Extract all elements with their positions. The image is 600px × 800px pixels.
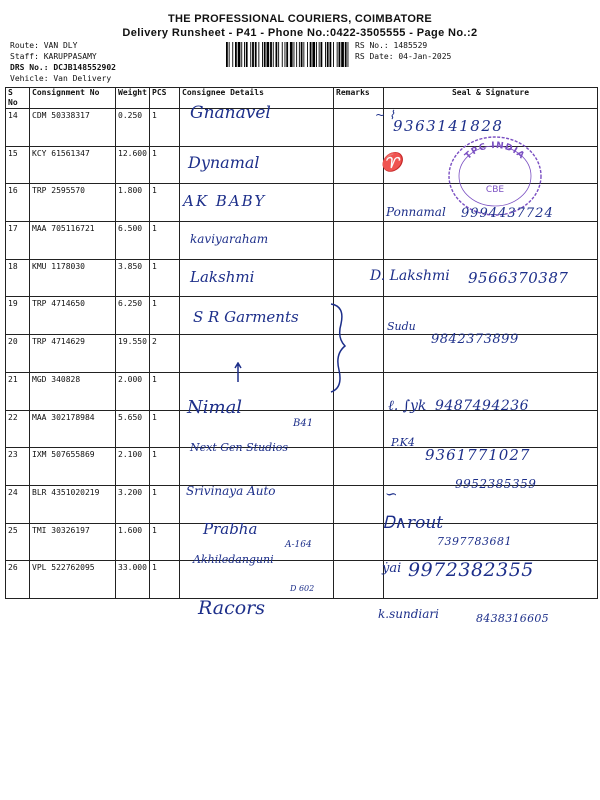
barcode-bar (341, 42, 344, 67)
barcode-bar (262, 42, 263, 67)
col-consignee: Consignee Details (180, 88, 334, 109)
signature-scribble: P.K4 (391, 436, 415, 449)
barcode-bar (258, 42, 259, 67)
cell-consignment: MGD 340828 (30, 372, 116, 410)
barcode-bar (235, 42, 237, 67)
phone-r24: 7397783681 (437, 535, 512, 548)
cell-sno: 22 (6, 410, 30, 448)
cell-pcs: 1 (150, 184, 180, 222)
barcode (226, 42, 350, 67)
cell-remarks (334, 146, 384, 184)
signature-scribble: ẏai (382, 561, 402, 576)
cell-weight: 6.500 (116, 222, 150, 260)
col-pcs: PCS (150, 88, 180, 109)
cell-sno: 26 (6, 561, 30, 599)
note-r25: D 602 (290, 584, 315, 593)
signature-r15-name: Dynamal (188, 153, 260, 172)
cell-remarks (334, 410, 384, 448)
cell-consignment: TRP 4714650 (30, 297, 116, 335)
cell-sno: 25 (6, 523, 30, 561)
cell-remarks (334, 523, 384, 561)
cell-consignment: KMU 1178030 (30, 259, 116, 297)
barcode-bar (290, 42, 293, 67)
cell-pcs: 1 (150, 222, 180, 260)
cell-consignment: IXM 507655869 (30, 448, 116, 486)
barcode-bar (246, 42, 248, 67)
cell-seal-signature (384, 222, 598, 260)
barcode-bar (310, 42, 312, 67)
svg-text:TPC INDIA (463, 141, 526, 162)
cell-sno: 17 (6, 222, 30, 260)
col-weight: Weight (116, 88, 150, 109)
barcode-bar (333, 42, 334, 67)
cell-weight: 0.250 (116, 109, 150, 147)
barcode-bar (319, 42, 320, 67)
cell-sno: 20 (6, 335, 30, 373)
barcode-bar (285, 42, 286, 67)
cell-weight: 19.550 (116, 335, 150, 373)
signature-r23-name: Srivinaya Auto (186, 484, 276, 498)
signature-r16-sig: Ponnamal (386, 205, 446, 219)
barcode-bar (337, 42, 338, 67)
phone-r14: 9363141828 (393, 117, 504, 135)
barcode-bar (312, 42, 315, 67)
cell-consignment: TRP 2595570 (30, 184, 116, 222)
signature-r21-name: Nimal (187, 397, 243, 418)
cell-pcs: 1 (150, 485, 180, 523)
table-header-row (6, 88, 598, 109)
barcode-bar (270, 42, 272, 67)
signature-r16-name: AK BABY (183, 192, 267, 210)
cell-seal-signature (384, 410, 598, 448)
cell-pcs: 1 (150, 297, 180, 335)
col-sno: S No (6, 88, 30, 109)
signature-scribble: ∽ (385, 485, 398, 503)
signature-r17-name: kaviyaraham (190, 232, 269, 246)
cell-sno: 15 (6, 146, 30, 184)
company-title: THE PROFESSIONAL COURIERS, COIMBATORE (167, 13, 433, 25)
barcode-bar (273, 42, 274, 67)
table-row (6, 222, 598, 260)
barcode-bar (286, 42, 288, 67)
cell-remarks (334, 485, 384, 523)
cell-sno: 14 (6, 109, 30, 147)
barcode-bar (226, 42, 228, 67)
table-row (6, 297, 598, 335)
cell-consignment: VPL 522762095 (30, 561, 116, 599)
signature-scribble: ~ ⌇ (375, 108, 395, 122)
cell-consignment: MAA 705116721 (30, 222, 116, 260)
cell-weight: 12.600 (116, 146, 150, 184)
stamp-city: CBE (485, 185, 505, 195)
cell-weight: 2.100 (116, 448, 150, 486)
signature-r26-name: Racors (198, 597, 265, 619)
staff-label: Staff: KARUPPASAMY (10, 52, 97, 61)
cell-pcs: 2 (150, 335, 180, 373)
cell-consignment: MAA 302178984 (30, 410, 116, 448)
cell-weight: 1.600 (116, 523, 150, 561)
signature-r19-name: S R Garments (193, 308, 299, 326)
col-seal-signature: Seal & Signature (384, 88, 598, 109)
drs-label: DRS No.: DCJB148552902 (10, 63, 116, 72)
cell-consignment: TMI 30326197 (30, 523, 116, 561)
col-remarks: Remarks (334, 88, 384, 109)
cell-remarks (334, 448, 384, 486)
bracket-mark (325, 300, 355, 396)
barcode-bar (296, 42, 297, 67)
cell-consignment: CDM 50338317 (30, 109, 116, 147)
cell-sno: 24 (6, 485, 30, 523)
signature-r26-sig: k.sundiari (378, 607, 439, 621)
barcode-bar (232, 42, 233, 67)
barcode-bar (325, 42, 326, 67)
signature-scribble: ℓ. ∫yk (388, 398, 427, 414)
signature-r14-name: Gnanavel (190, 103, 271, 123)
phone-r18: 9566370387 (468, 269, 569, 287)
barcode-bar (238, 42, 241, 67)
cell-sno: 18 (6, 259, 30, 297)
cell-consignment: TRP 4714629 (30, 335, 116, 373)
cell-pcs: 1 (150, 259, 180, 297)
cell-weight: 2.000 (116, 372, 150, 410)
cell-sno: 16 (6, 184, 30, 222)
meta-right (355, 40, 451, 62)
phone-r26: 8438316605 (476, 612, 549, 625)
cell-weight: 33.000 (116, 561, 150, 599)
route-label: Route: VAN DLY (10, 41, 78, 50)
barcode-bar (276, 42, 278, 67)
cell-consignment: KCY 61561347 (30, 146, 116, 184)
signature-r24-name: Prabha (203, 520, 258, 538)
barcode-bar (278, 42, 279, 67)
barcode-bar (301, 42, 303, 67)
cell-weight: 6.250 (116, 297, 150, 335)
signature-r18-name: Lakshmi (190, 268, 255, 286)
cell-pcs: 1 (150, 146, 180, 184)
barcode-bar (321, 42, 323, 67)
cell-consignee (180, 335, 334, 373)
cell-weight: 1.800 (116, 184, 150, 222)
phone-r19: 9842373899 (431, 332, 519, 347)
barcode-bar (316, 42, 317, 67)
cell-pcs: 1 (150, 109, 180, 147)
note-r21: B41 (293, 418, 314, 429)
cell-pcs: 1 (150, 523, 180, 561)
barcode-bar (348, 42, 349, 67)
barcode-bar (282, 42, 283, 67)
note-r24: A-164 (285, 540, 312, 550)
cell-pcs: 1 (150, 372, 180, 410)
cell-pcs: 1 (150, 561, 180, 599)
barcode-bar (303, 42, 304, 67)
signature-r22-name: Next Gen Studios (190, 441, 289, 454)
barcode-bar (241, 42, 242, 67)
barcode-bar (327, 42, 329, 67)
cell-weight: 3.850 (116, 259, 150, 297)
signature-scribble: Sudu (387, 320, 416, 333)
table-row (6, 485, 598, 523)
phone-r21: 9487494236 (435, 398, 530, 414)
cell-pcs: 1 (150, 448, 180, 486)
cell-remarks (334, 222, 384, 260)
cell-weight: 5.650 (116, 410, 150, 448)
barcode-bar (252, 42, 254, 67)
barcode-bar (339, 42, 341, 67)
cell-pcs: 1 (150, 410, 180, 448)
cell-remarks (334, 184, 384, 222)
col-consignment: Consignment No (30, 88, 116, 109)
cell-sno: 21 (6, 372, 30, 410)
cell-remarks (334, 561, 384, 599)
cell-sno: 23 (6, 448, 30, 486)
signature-r18-sig: D. Lakshmi (370, 268, 450, 284)
barcode-bar (307, 42, 308, 67)
phone-r23: 9952385359 (455, 477, 537, 491)
rs-number: RS No.: 1485529 (355, 41, 428, 50)
vehicle-label: Vehicle: Van Delivery (10, 74, 112, 83)
barcode-bar (345, 42, 347, 67)
cell-weight: 3.200 (116, 485, 150, 523)
barcode-bar (229, 42, 230, 67)
phone-r22: 9361771027 (425, 446, 531, 464)
barcode-bar (264, 42, 266, 67)
signature-scribble: ♈ (380, 152, 403, 173)
barcode-bar (267, 42, 270, 67)
phone-r16: 9994437724 (461, 206, 554, 221)
phone-r25: 9972382355 (408, 559, 534, 581)
runsheet-title: Delivery Runsheet - P41 - Phone No.:0422-3505555 - Page No.:2 (122, 27, 478, 39)
signature-scribble: Ꭰ∧rout (383, 513, 444, 533)
barcode-bar (330, 42, 332, 67)
barcode-bar (299, 42, 300, 67)
meta-left (10, 40, 116, 84)
signature-r25-name: Akhiledanguni (193, 553, 274, 566)
barcode-bar (244, 42, 245, 67)
stamp-text: TPC INDIA (463, 140, 527, 162)
cell-consignment: BLR 4351020219 (30, 485, 116, 523)
barcode-bar (255, 42, 257, 67)
barcode-bar (294, 42, 295, 67)
arrow-mark (233, 362, 243, 384)
barcode-bar (250, 42, 251, 67)
cell-sno: 19 (6, 297, 30, 335)
rs-date: RS Date: 04-Jan-2025 (355, 52, 452, 61)
